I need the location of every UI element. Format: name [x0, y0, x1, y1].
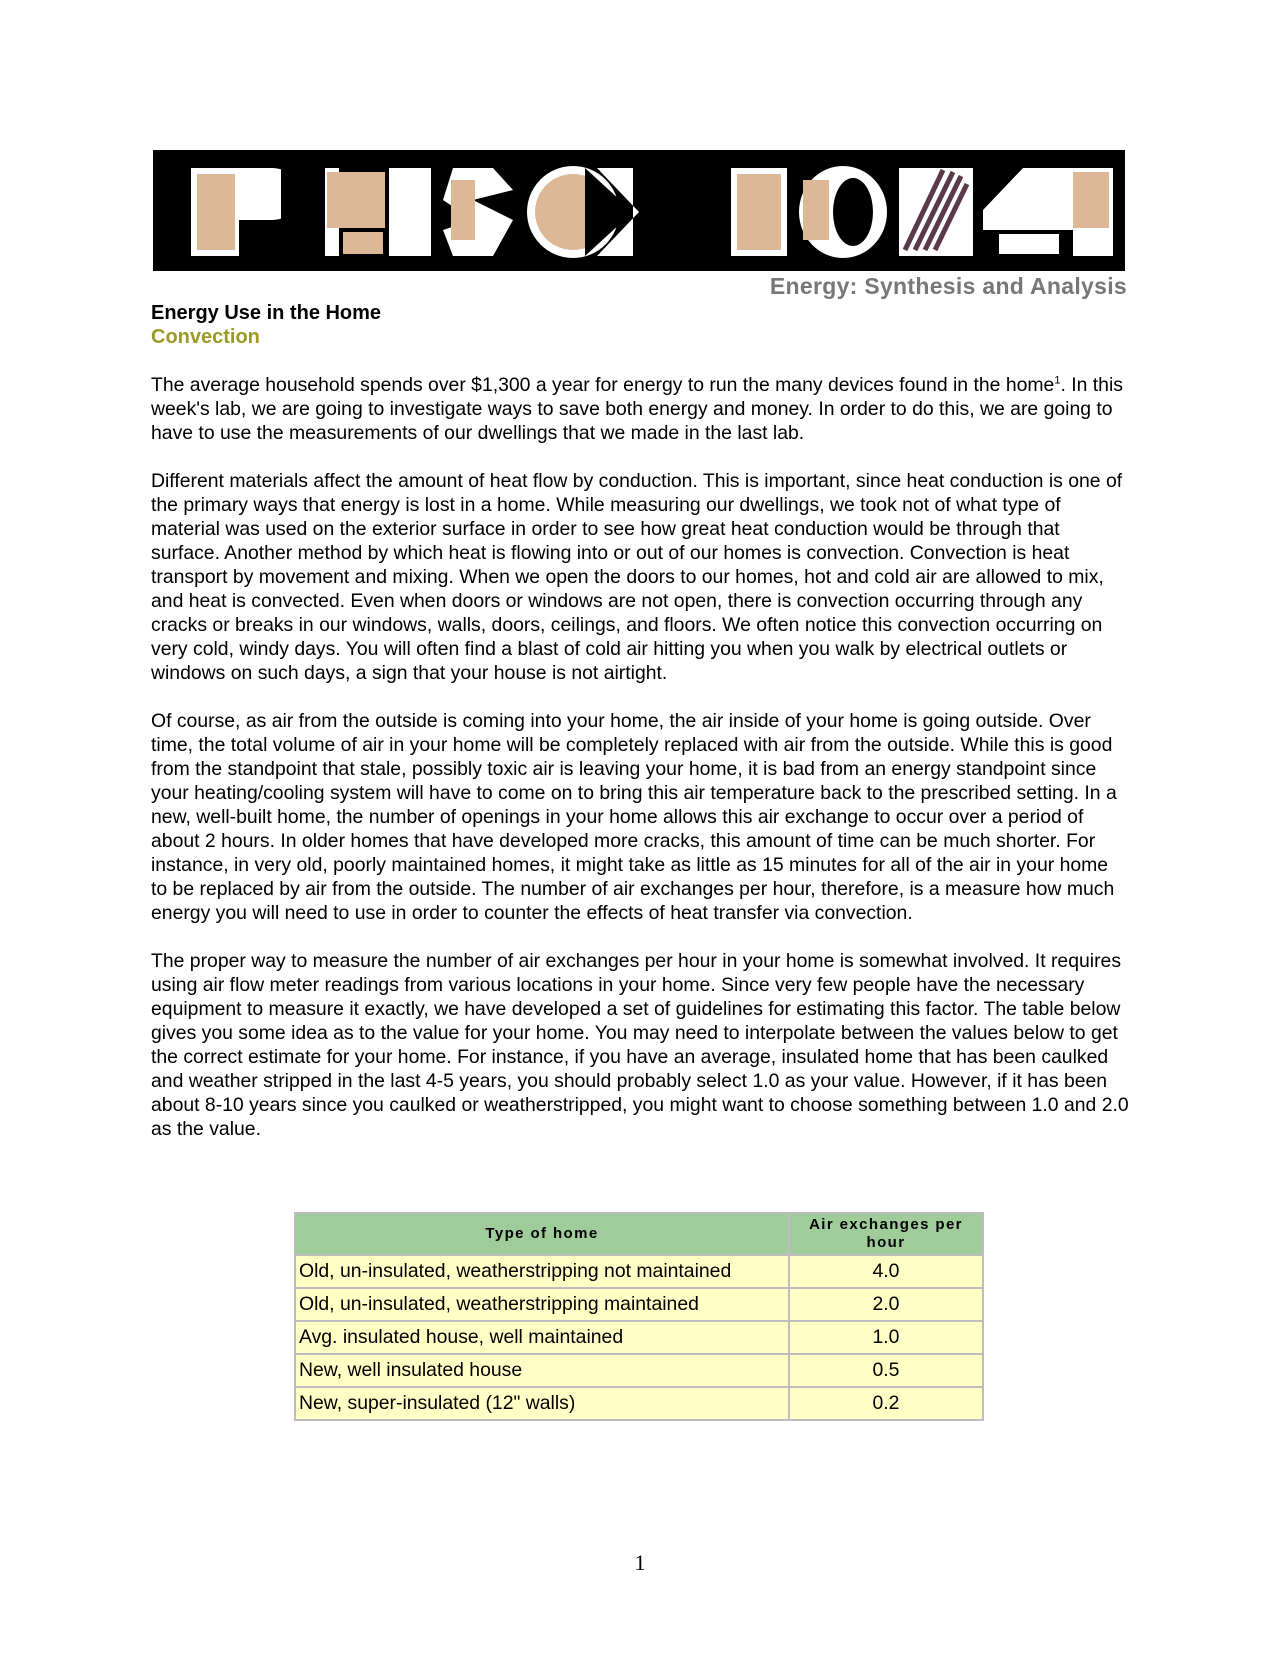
exchange-value-cell: 2.0: [790, 1289, 982, 1320]
body-text: [151, 373, 1129, 1165]
course-banner-logo: [153, 150, 1125, 271]
table-row: [296, 1289, 982, 1320]
home-type-cell: New, well insulated house: [296, 1355, 788, 1386]
exchange-value-cell: 1.0: [790, 1322, 982, 1353]
paragraph-intro: [151, 373, 1129, 445]
paragraph-air-exchange: Of course, as air from the outside is coming into your home, the air inside of your home is going outside. Over time, the total volume of air in your home will be completely replaced with air from the outside. While this is good from the standpoint that stale, possibly toxic air is leaving your home, it is bad from an energy standpoint since your heating/cooling system will have to come on to bring this air temperature back to the prescribed setting. In a new, well-built home, the number of openings in your home allows this air exchange to occur over a period of about 2 hours. In older homes that have developed more cracks, this amount of time can be much shorter. For instance, in very old, poorly maintained homes, it might take as little as 15 minutes for all of the air in your home to be replaced by air from the outside. The number of air exchanges per hour, therefore, is a measure how much energy you will need to use in order to counter the effects of heat transfer via convection.: [151, 710, 1117, 924]
banner-graphic: [153, 150, 1125, 271]
home-type-cell: Old, un-insulated, weatherstripping not maintained: [296, 1256, 788, 1287]
table-row: [296, 1355, 982, 1386]
exchange-value-cell: 0.5: [790, 1355, 982, 1386]
page-number: 1: [634, 1550, 646, 1575]
footnote-marker: 1: [1054, 374, 1061, 387]
table-row: [296, 1256, 982, 1287]
home-type-cell: New, super-insulated (12" walls): [296, 1388, 788, 1419]
table-row: [296, 1322, 982, 1353]
lab-subtitle: Convection: [151, 326, 260, 348]
paragraph-measurement: The proper way to measure the number of air exchanges per hour in your home is somewhat involved. It requires using air flow meter readings from various locations in your home. Since very few people have the necessary equipment to measure it exactly, we have developed a set of guidelines for estimating this factor. The table below gives you some idea as to the value for your home. You may need to interpolate between the values below to get the correct estimate for your home. For instance, if you have an average, insulated home that has been caulked and weather stripped in the last 4-5 years, you should probably select 1.0 as your value. However, if it has been about 8-10 years since you caulked or weatherstripped, you might want to choose something between 1.0 and 2.0 as the value.: [151, 950, 1129, 1140]
home-type-cell: Avg. insulated house, well maintained: [296, 1322, 788, 1353]
paragraph-intro-part2: . In this week's lab, we are going to investigate ways to save both energy and money. In order to do this, we are going to have to use the measurements of our dwellings that we made in the last lab.: [151, 374, 1123, 444]
exchange-value-cell: 4.0: [790, 1256, 982, 1287]
paragraph-conduction: Different materials affect the amount of heat flow by conduction. This is important, since heat conduction is one of the primary ways that energy is lost in a home. While measuring our dwellings, we took not of what type of material was used on the exterior surface in order to see how great heat conduction would be through that surface. Another method by which heat is flowing into or out of our homes is convection. Convection is heat transport by movement and mixing. When we open the doors to our homes, hot and cold air are allowed to mix, and heat is convected. Even when doors or windows are not open, there is convection occurring through any cracks or breaks in our windows, walls, doors, ceilings, and floors. We often notice this convection occurring on very cold, windy days. You will often find a blast of cold air hitting you when you walk by electrical outlets or windows on such days, a sign that your house is not airtight.: [151, 470, 1123, 684]
column-header-type: Type of home: [296, 1214, 788, 1254]
unit-title: Energy: Synthesis and Analysis: [769, 273, 1127, 299]
paragraph-intro-part1: The average household spends over $1,300 a year for energy to run the many devices found in the home: [151, 374, 1055, 396]
table-row: [296, 1388, 982, 1419]
lab-title: Energy Use in the Home: [151, 302, 382, 324]
home-type-cell: Old, un-insulated, weatherstripping maintained: [296, 1289, 788, 1320]
table-header-row: [296, 1214, 982, 1254]
column-header-exchanges: Air exchanges per hour: [790, 1214, 982, 1254]
air-exchange-table: [294, 1212, 984, 1421]
exchange-value-cell: 0.2: [790, 1388, 982, 1419]
